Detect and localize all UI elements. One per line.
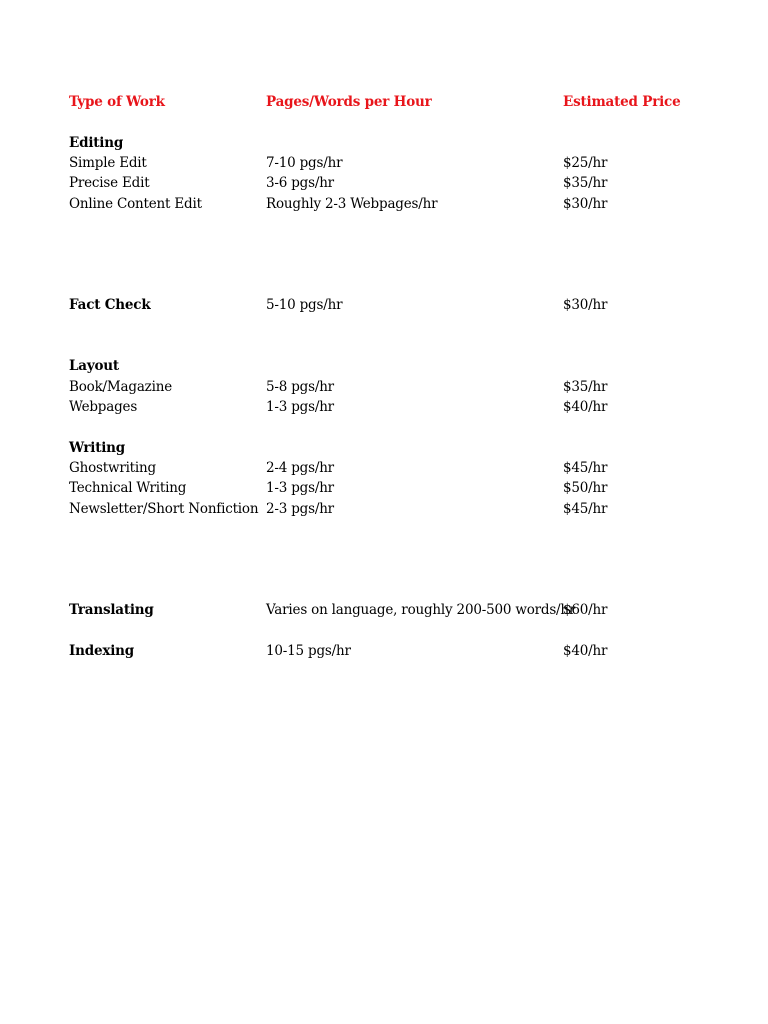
rate-cell: 2-3 pgs/hr [266, 501, 334, 517]
work-type-cell: Webpages [69, 399, 138, 415]
header-type-of-work: Type of Work [69, 94, 165, 110]
table-row [0, 478, 768, 498]
table-row [0, 173, 768, 193]
price-cell: $45/hr [563, 460, 608, 476]
work-type-cell: Ghostwriting [69, 460, 156, 476]
table-row [0, 194, 768, 214]
section-row-writing [0, 438, 768, 458]
rate-cell: 2-4 pgs/hr [266, 460, 334, 476]
work-type-cell: Book/Magazine [69, 379, 172, 395]
work-type-cell: Translating [69, 602, 154, 618]
rate-cell: Roughly 2-3 Webpages/hr [266, 196, 438, 212]
rate-cell: 1-3 pgs/hr [266, 399, 334, 415]
table-row [0, 499, 768, 519]
price-cell: $45/hr [563, 501, 608, 517]
price-cell: $50/hr [563, 480, 608, 496]
header-pages-words-per-hour: Pages/Words per Hour [266, 94, 432, 110]
price-cell: $30/hr [563, 297, 608, 313]
price-cell: $35/hr [563, 379, 608, 395]
price-cell: $30/hr [563, 196, 608, 212]
table-row [0, 458, 768, 478]
header-estimated-price: Estimated Price [563, 94, 681, 110]
price-cell: $60/hr [563, 602, 608, 618]
table-row-translating [0, 600, 768, 620]
work-type-cell: Indexing [69, 643, 134, 659]
table-row-indexing [0, 641, 768, 661]
price-cell: $25/hr [563, 155, 608, 171]
work-type-cell: Technical Writing [69, 480, 187, 496]
section-row-layout [0, 356, 768, 376]
price-cell: $40/hr [563, 399, 608, 415]
work-type-cell: Online Content Edit [69, 196, 202, 212]
rate-cell: 3-6 pgs/hr [266, 175, 334, 191]
work-type-cell: Precise Edit [69, 175, 150, 191]
rate-cell: 5-8 pgs/hr [266, 379, 334, 395]
work-type-cell: Newsletter/Short Nonfiction [69, 501, 259, 517]
table-row [0, 377, 768, 397]
rate-cell: Varies on language, roughly 200-500 words/hr [266, 602, 576, 618]
header-row [0, 92, 768, 112]
rate-cell: 10-15 pgs/hr [266, 643, 351, 659]
price-cell: $40/hr [563, 643, 608, 659]
rate-cell: 7-10 pgs/hr [266, 155, 343, 171]
work-type-cell: Writing [69, 440, 126, 456]
table-row [0, 397, 768, 417]
section-row-editing [0, 133, 768, 153]
table-row-fact-check [0, 295, 768, 315]
work-type-cell: Fact Check [69, 297, 151, 313]
work-type-cell: Editing [69, 135, 124, 151]
work-type-cell: Simple Edit [69, 155, 147, 171]
work-type-cell: Layout [69, 358, 119, 374]
table-row [0, 153, 768, 173]
price-cell: $35/hr [563, 175, 608, 191]
rate-cell: 1-3 pgs/hr [266, 480, 334, 496]
rate-cell: 5-10 pgs/hr [266, 297, 343, 313]
